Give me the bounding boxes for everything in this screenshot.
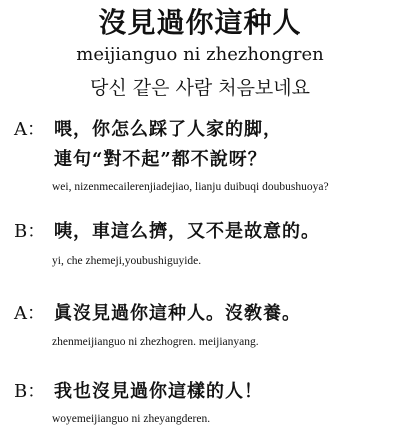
speaker-label: B：	[14, 381, 46, 402]
pinyin-text: wei, nizenmecailerenjiadejiao, lianju duibuqi doubushuoya?	[52, 181, 329, 193]
speaker-label: A：	[14, 119, 45, 140]
speaker-label: B：	[14, 221, 46, 242]
page-title: 沒見過你這种人	[98, 6, 302, 39]
chinese-text: 喂，你怎么踩了人家的脚，	[54, 119, 282, 140]
speaker-label: A：	[14, 303, 45, 324]
chinese-text: 眞沒見過你這种人。沒敎養。	[54, 303, 301, 324]
pinyin-text: yi, che zhemeji,youbushiguyide.	[52, 255, 202, 267]
chinese-text: 我也沒見過你這樣的人！	[54, 381, 263, 402]
pinyin-text: zhenmeijianguo ni zhezhogren. meijianyang.	[52, 336, 259, 348]
title-korean-translation: 당신 같은 사람 처음보네요	[89, 77, 310, 99]
chinese-text: 連句“對不起”都不說呀？	[54, 149, 267, 170]
title-romanization: meijianguo ni zhezhongren	[76, 44, 324, 65]
pinyin-text: woyemeijianguo ni zheyangderen.	[52, 413, 211, 425]
chinese-text: 咦，車這么擠，又不是故意的。	[54, 221, 320, 242]
